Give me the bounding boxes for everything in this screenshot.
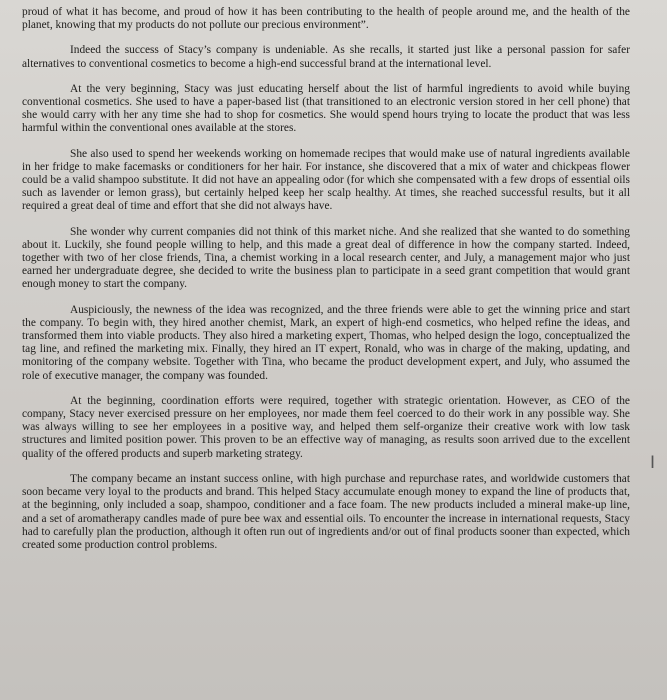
paragraph-6: Auspiciously, the newness of the idea was recognized, and the three friends were able to get the winning price and start the company. To begin with, they hired another chemist, Mark, an expert of high-end cosmetics, who helped refine the ideas, and transformed them into viable products. They also hired a marketing expert, Thomas, who helped design the logo, conceptualized the tag line, and refined the marketing mix. Finally, they hired an IT expert, Ronald, who was in charge of the making, updating, and monitoring of the company website. Together with Tina, who became the product development expert, and July, who assumed the role of executive manager, the company was founded. bbox=[22, 303, 630, 382]
paragraph-3: At the very beginning, Stacy was just educating herself about the list of harmful ingredients to avoid while buying conventional cosmetics. She used to have a paper-based list (that transitioned to an electronic version stored in her cell phone) that she would carry with her any time she had to shop for cosmetics. She would spend hours trying to locate the product that was less harmful within the conventional ones available at the stores. bbox=[22, 82, 630, 135]
paragraph-7: At the beginning, coordination efforts were required, together with strategic orientation. However, as CEO of the company, Stacy never exercised pressure on her employees, nor made them feel coerced to do their work in any possible way. She was always willing to see her employees in a positive way, and helped them self-organize their creative work with low task structures and limited position power. This proven to be an effective way of managing, as results soon arrived due to the excellent quality of the offered products and superb marketing strategy. bbox=[22, 394, 630, 460]
text-cursor-icon: I bbox=[650, 453, 656, 473]
paragraph-5: She wonder why current companies did not think of this market niche. And she realized that she wanted to do something about it. Luckily, she found people willing to help, and this made a great deal of difference in how the company started. Indeed, together with two of her close friends, Tina, a chemist working in a local research center, and July, a management major who just earned her undergraduate degree, she decided to write the business plan to participate in a seed grant competition that would grant enough money to start the company. bbox=[22, 225, 630, 291]
paragraph-4: She also used to spend her weekends working on homemade recipes that would make use of natural ingredients available in her fridge to make facemasks or conditioners for her hair. For instance, she discovered that a mix of water and chickpeas flower could be a valid shampoo substitute. It did not have an appealing odor (for which she compensated with a few drops of essential oils such as lavender or lemon grass), but certainly helped keep her scalp healthy. At times, she reached successful results, but it all required a great deal of time and effort that she did not always have. bbox=[22, 147, 630, 213]
paragraph-2: Indeed the success of Stacy’s company is undeniable. As she recalls, it started just like a personal passion for safer alternatives to conventional cosmetics to become a high-end successful brand at the international level. bbox=[22, 44, 630, 70]
document-text bbox=[22, 6, 630, 564]
paragraph-1: proud of what it has become, and proud of how it has been contributing to the health of people around me, and the health of the planet, knowing that my products do not pollute our precious environment”. bbox=[22, 6, 630, 32]
paragraph-8: The company became an instant success online, with high purchase and repurchase rates, and worldwide customers that soon became very loyal to the products and brand. This helped Stacy accumulate enough money to expand the line of products that, at the beginning, only included a soap, shampoo, conditioner and a face foam. The new products included a mineral make-up line, and a set of aromatherapy candles made of pure bee wax and essential oils. To encounter the increase in international requests, Stacy had to carefully plan the production, although it often run out of ingredients and/or out of final products sooner than expected, which created some production control problems. bbox=[22, 472, 630, 551]
